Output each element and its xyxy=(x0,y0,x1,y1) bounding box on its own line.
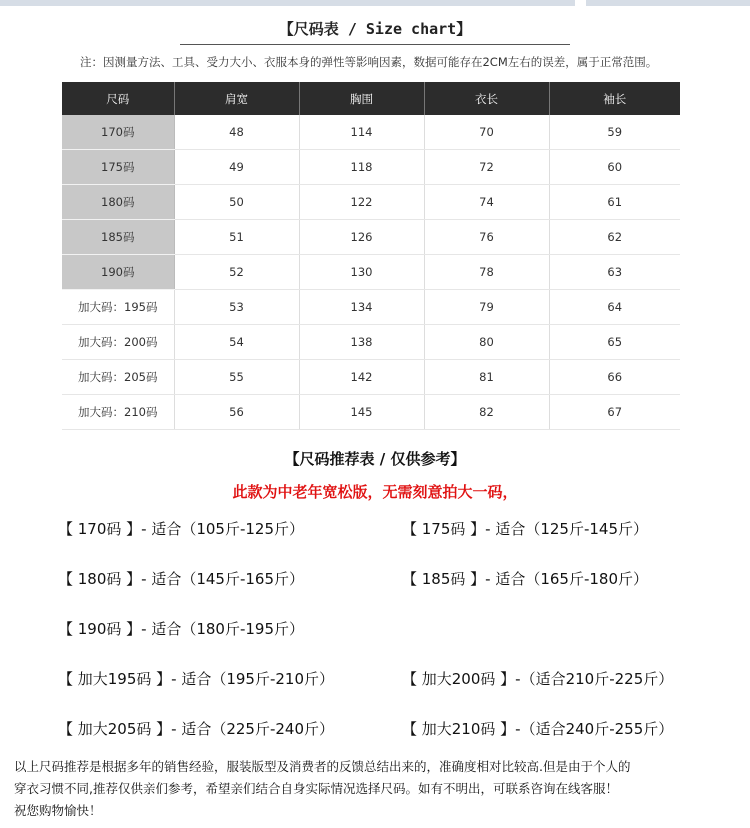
size-cell: 加大码：210码 xyxy=(62,395,174,430)
length-cell: 74 xyxy=(424,185,549,220)
chest-cell: 142 xyxy=(299,360,424,395)
shoulder-cell: 49 xyxy=(174,150,299,185)
length-cell: 80 xyxy=(424,325,549,360)
length-cell: 82 xyxy=(424,395,549,430)
chest-cell: 134 xyxy=(299,290,424,325)
size-cell: 加大码：200码 xyxy=(62,325,174,360)
table-header-row xyxy=(62,82,680,115)
shoulder-cell: 48 xyxy=(174,115,299,150)
footer-note xyxy=(14,756,744,822)
sleeve-cell: 61 xyxy=(549,185,680,220)
size-table xyxy=(62,82,680,430)
footer-line: 祝您购物愉快！ xyxy=(14,803,102,818)
measurement-note: 注：因测量方法、工具、受力大小、衣服本身的弹性等影响因素，数据可能存在2CM左右的误差，属于正常范围。 xyxy=(80,55,658,69)
top-strip-right xyxy=(586,0,750,6)
recommend-item: 【 190码 】- 适合（180斤-195斤） xyxy=(58,620,305,638)
shoulder-cell: 54 xyxy=(174,325,299,360)
chest-cell: 118 xyxy=(299,150,424,185)
size-cell: 加大码：205码 xyxy=(62,360,174,395)
length-cell: 76 xyxy=(424,220,549,255)
chest-cell: 126 xyxy=(299,220,424,255)
header-shoulder: 肩宽 xyxy=(174,82,299,115)
header-sleeve: 袖长 xyxy=(549,82,680,115)
footer-line: 穿衣习惯不同,推荐仅供亲们参考，希望亲们结合自身实际情况选择尺码。如有不明出，可联系咨询在线客服！ xyxy=(14,781,618,796)
title-divider xyxy=(180,44,570,45)
recommend-item: 【 185码 】- 适合（165斤-180斤） xyxy=(402,570,649,588)
table-row xyxy=(62,360,680,395)
header-size: 尺码 xyxy=(62,82,174,115)
table-row xyxy=(62,185,680,220)
recommend-item: 【 加大210码 】-（适合240斤-255斤） xyxy=(402,720,674,738)
shoulder-cell: 52 xyxy=(174,255,299,290)
header-chest: 胸围 xyxy=(299,82,424,115)
chest-cell: 114 xyxy=(299,115,424,150)
chest-cell: 130 xyxy=(299,255,424,290)
sleeve-cell: 62 xyxy=(549,220,680,255)
recommend-item: 【 加大200码 】-（适合210斤-225斤） xyxy=(402,670,674,688)
chest-cell: 145 xyxy=(299,395,424,430)
sleeve-cell: 64 xyxy=(549,290,680,325)
length-cell: 79 xyxy=(424,290,549,325)
shoulder-cell: 51 xyxy=(174,220,299,255)
length-cell: 70 xyxy=(424,115,549,150)
recommend-item: 【 加大205码 】- 适合（225斤-240斤） xyxy=(58,720,335,738)
size-chart-title: 【尺码表 / Size chart】 xyxy=(278,20,472,38)
sleeve-cell: 59 xyxy=(549,115,680,150)
chest-cell: 122 xyxy=(299,185,424,220)
recommend-note: 此款为中老年宽松版，无需刻意拍大一码， xyxy=(232,483,518,501)
length-cell: 81 xyxy=(424,360,549,395)
chest-cell: 138 xyxy=(299,325,424,360)
size-cell: 185码 xyxy=(62,220,174,255)
size-cell: 170码 xyxy=(62,115,174,150)
shoulder-cell: 55 xyxy=(174,360,299,395)
shoulder-cell: 53 xyxy=(174,290,299,325)
size-cell: 175码 xyxy=(62,150,174,185)
table-row xyxy=(62,290,680,325)
size-cell: 190码 xyxy=(62,255,174,290)
size-cell: 180码 xyxy=(62,185,174,220)
table-row xyxy=(62,220,680,255)
recommend-item: 【 180码 】- 适合（145斤-165斤） xyxy=(58,570,305,588)
footer-line: 以上尺码推荐是根据多年的销售经验，服装版型及消费者的反馈总结出来的，准确度相对比较高.但是由于个人的 xyxy=(14,759,631,774)
shoulder-cell: 56 xyxy=(174,395,299,430)
recommend-item: 【 170码 】- 适合（105斤-125斤） xyxy=(58,520,305,538)
sleeve-cell: 65 xyxy=(549,325,680,360)
size-cell: 加大码：195码 xyxy=(62,290,174,325)
header-length: 衣长 xyxy=(424,82,549,115)
sleeve-cell: 67 xyxy=(549,395,680,430)
sleeve-cell: 63 xyxy=(549,255,680,290)
sleeve-cell: 60 xyxy=(549,150,680,185)
table-row xyxy=(62,115,680,150)
sleeve-cell: 66 xyxy=(549,360,680,395)
length-cell: 72 xyxy=(424,150,549,185)
table-row xyxy=(62,395,680,430)
top-strip xyxy=(0,0,750,6)
recommend-item: 【 175码 】- 适合（125斤-145斤） xyxy=(402,520,649,538)
table-row xyxy=(62,325,680,360)
length-cell: 78 xyxy=(424,255,549,290)
table-row xyxy=(62,255,680,290)
top-strip-left xyxy=(0,0,575,6)
table-row xyxy=(62,150,680,185)
shoulder-cell: 50 xyxy=(174,185,299,220)
recommend-title: 【尺码推荐表 / 仅供参考】 xyxy=(284,450,466,468)
recommend-item: 【 加大195码 】- 适合（195斤-210斤） xyxy=(58,670,335,688)
